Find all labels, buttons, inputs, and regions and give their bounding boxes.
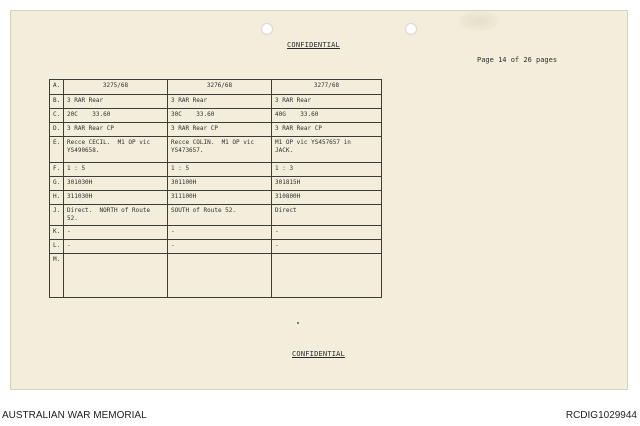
row-label: F. <box>50 163 64 177</box>
table-row <box>50 177 382 191</box>
table-cell: M1 OP vic YS457657 in JACK. <box>272 137 382 163</box>
table-cell: - <box>64 240 168 254</box>
classification-top: CONFIDENTIAL <box>287 41 340 49</box>
table-cell: 40G 33.60 <box>272 109 382 123</box>
table-cell: 301815H <box>272 177 382 191</box>
row-label: E. <box>50 137 64 163</box>
table-cell: 1 : 3 <box>272 163 382 177</box>
table-cell: 3 RAR Rear CP <box>168 123 272 137</box>
table-row <box>50 137 382 163</box>
table-cell: 3 RAR Rear <box>168 95 272 109</box>
table-cell: 301030H <box>64 177 168 191</box>
table-cell: 301100H <box>168 177 272 191</box>
table-cell: 311100H <box>168 191 272 205</box>
table-cell: - <box>168 240 272 254</box>
table-cell: 3 RAR Rear <box>64 95 168 109</box>
row-label: L. <box>50 240 64 254</box>
table-cell: 3 RAR Rear CP <box>272 123 382 137</box>
table-row <box>50 109 382 123</box>
table-row <box>50 80 382 95</box>
row-label: G. <box>50 177 64 191</box>
row-label: J. <box>50 205 64 226</box>
row-label: M. <box>50 254 64 298</box>
row-label: K. <box>50 226 64 240</box>
table-cell: Direct. NORTH of Route 52. <box>64 205 168 226</box>
table-cell: 3276/68 <box>168 80 272 95</box>
table-cell: 3 RAR Rear <box>272 95 382 109</box>
table-cell: 3277/68 <box>272 80 382 95</box>
table-cell: 30C 33.60 <box>168 109 272 123</box>
row-label: A. <box>50 80 64 95</box>
archive-id: RCDIG1029944 <box>565 410 637 421</box>
message-table <box>49 79 382 298</box>
table-cell <box>272 254 382 298</box>
archive-name: AUSTRALIAN WAR MEMORIAL <box>2 410 147 421</box>
table-cell: - <box>168 226 272 240</box>
table-row <box>50 205 382 226</box>
table-cell: 20C 33.60 <box>64 109 168 123</box>
classification-bottom: CONFIDENTIAL <box>292 350 345 358</box>
table-cell: 3 RAR Rear CP <box>64 123 168 137</box>
table-cell: Recce COLIN. M1 OP vic YS473657. <box>168 137 272 163</box>
table-row <box>50 123 382 137</box>
table-cell: SOUTH of Route 52. <box>168 205 272 226</box>
table-row <box>50 226 382 240</box>
table-cell <box>64 254 168 298</box>
table-cell: - <box>272 240 382 254</box>
row-label: H. <box>50 191 64 205</box>
document-page <box>10 10 628 390</box>
table-cell <box>168 254 272 298</box>
table-cell: 310800H <box>272 191 382 205</box>
row-label: B. <box>50 95 64 109</box>
row-label: C. <box>50 109 64 123</box>
table-cell: 1 : 5 <box>168 163 272 177</box>
table-cell: - <box>64 226 168 240</box>
paper-stain <box>459 11 499 31</box>
table-cell: 3275/68 <box>64 80 168 95</box>
table-cell: Recce CECIL. M1 OP vic YS490658. <box>64 137 168 163</box>
table-cell: 311030H <box>64 191 168 205</box>
table-cell: Direct <box>272 205 382 226</box>
punch-hole <box>405 23 417 35</box>
table-cell: - <box>272 226 382 240</box>
table-cell: 1 : 5 <box>64 163 168 177</box>
row-label: D. <box>50 123 64 137</box>
table-row <box>50 240 382 254</box>
ink-dot <box>297 322 299 324</box>
table-row <box>50 191 382 205</box>
punch-hole <box>261 23 273 35</box>
table-row <box>50 95 382 109</box>
page-number: Page 14 of 26 pages <box>477 56 558 64</box>
table-row <box>50 254 382 298</box>
table-row <box>50 163 382 177</box>
